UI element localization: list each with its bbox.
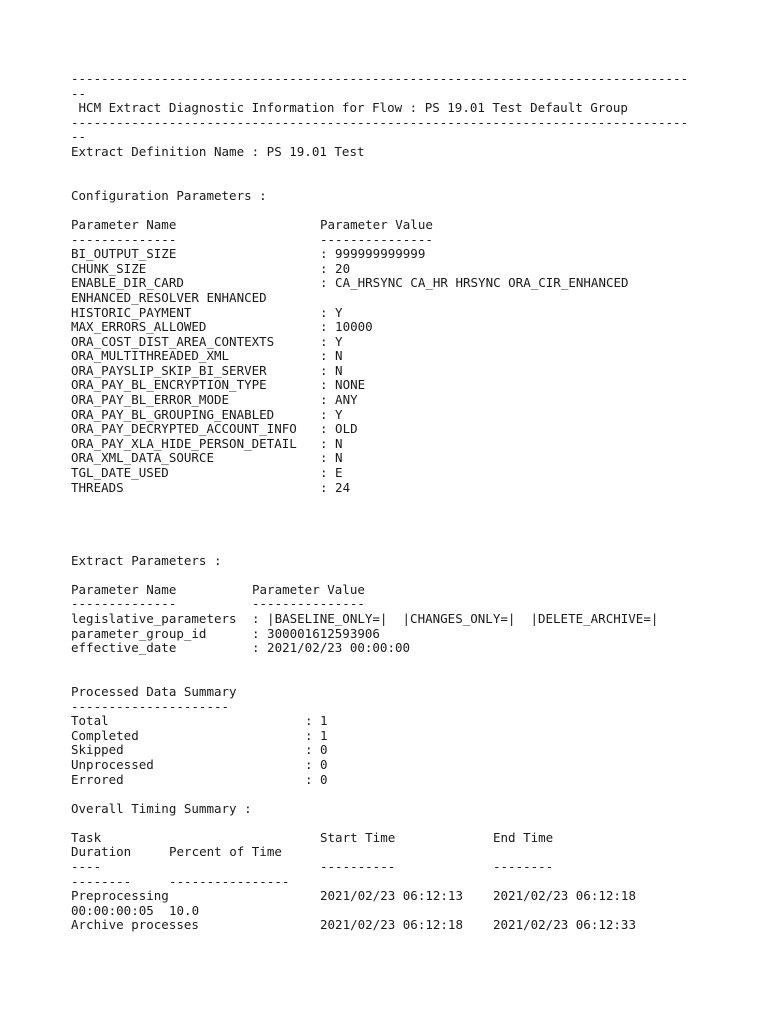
config-param-value: : Y <box>320 304 343 320</box>
header-rule-top-wrap: -- <box>71 85 87 101</box>
config-column-headers <box>71 218 711 233</box>
timing-end: 2021/02/23 06:12:33 <box>493 917 636 933</box>
extract-param-name: effective_date <box>71 640 177 656</box>
config-param-value: : 20 <box>320 260 351 276</box>
config-param-value: : NONE <box>320 377 366 393</box>
config-param-name: ORA_PAYSLIP_SKIP_BI_SERVER <box>71 362 267 378</box>
extract-param-value: : 2021/02/23 00:00:00 <box>252 640 411 656</box>
processed-label: Completed <box>71 727 139 743</box>
config-param-name: TGL_DATE_USED <box>71 465 169 481</box>
processed-row <box>71 743 711 758</box>
config-param-name: ORA_MULTITHREADED_XML <box>71 348 230 364</box>
processed-row <box>71 773 711 788</box>
processed-value: : 0 <box>305 742 328 758</box>
config-param-value: : Y <box>320 406 343 422</box>
config-param-value: : 10000 <box>320 319 373 335</box>
config-param-name: ORA_PAY_XLA_HIDE_PERSON_DETAIL <box>71 435 297 451</box>
timing-percent: 10.0 <box>169 902 200 918</box>
config-col-value-rule: --------------- <box>320 231 433 247</box>
extract-parameter-list <box>71 612 711 656</box>
config-row <box>71 335 711 350</box>
config-row <box>71 466 711 481</box>
header-rule-bottom-wrap: -- <box>71 129 87 145</box>
report-title: HCM Extract Diagnostic Information for Flow : PS 19.01 Test Default Group <box>71 100 628 116</box>
timing-task-list <box>71 889 711 933</box>
config-param-name: ORA_PAY_BL_ERROR_MODE <box>71 392 230 408</box>
extract-col-name-rule: -------------- <box>71 596 177 612</box>
config-param-name: ORA_XML_DATA_SOURCE <box>71 450 214 466</box>
config-param-name: ORA_PAY_BL_GROUPING_ENABLED <box>71 406 275 422</box>
processed-summary-list <box>71 714 711 787</box>
timing-col-task-rule: ---- <box>71 859 102 875</box>
config-row <box>71 451 711 466</box>
timing-row <box>71 918 711 933</box>
processed-value: : 1 <box>305 727 328 743</box>
config-row <box>71 247 711 262</box>
processed-rule: --------------------- <box>71 698 230 714</box>
extract-heading: Extract Parameters : <box>71 552 222 568</box>
config-param-value: : N <box>320 362 343 378</box>
processed-label: Errored <box>71 771 124 787</box>
processed-label: Total <box>71 713 109 729</box>
config-col-value: Parameter Value <box>320 216 433 232</box>
timing-start: 2021/02/23 06:12:13 <box>320 888 463 904</box>
config-row <box>71 291 711 306</box>
processed-row <box>71 729 711 744</box>
extract-param-value: : |BASELINE_ONLY=| |CHANGES_ONLY=| |DELETE_ARCHIVE=| <box>252 610 659 626</box>
processed-label: Unprocessed <box>71 756 154 772</box>
timing-column-headers-wrap <box>71 845 711 860</box>
timing-col-task: Task <box>71 829 102 845</box>
config-col-name: Parameter Name <box>71 216 177 232</box>
timing-col-duration: Duration <box>71 844 132 860</box>
timing-col-duration-rule: -------- <box>71 873 132 889</box>
config-heading: Configuration Parameters : <box>71 187 267 203</box>
config-param-value: : ANY <box>320 392 358 408</box>
processed-row <box>71 714 711 729</box>
config-row <box>71 364 711 379</box>
header-rule-bottom: ---------------------------------------------------------------------------------- <box>71 114 689 130</box>
timing-col-start: Start Time <box>320 829 396 845</box>
timing-row <box>71 889 711 904</box>
timing-col-percent: Percent of Time <box>169 844 282 860</box>
config-param-name: HISTORIC_PAYMENT <box>71 304 192 320</box>
config-param-name: ENHANCED_RESOLVER ENHANCED <box>71 289 267 305</box>
config-row <box>71 320 711 335</box>
extract-row <box>71 641 711 656</box>
config-row <box>71 349 711 364</box>
header-rule-top: ---------------------------------------------------------------------------------- <box>71 71 689 86</box>
config-row <box>71 481 711 496</box>
timing-row-wrap <box>71 904 711 919</box>
config-row <box>71 408 711 423</box>
config-row <box>71 306 711 321</box>
diagnostic-report <box>71 72 711 933</box>
extract-param-value: : 300001612593906 <box>252 625 380 641</box>
extract-row <box>71 612 711 627</box>
timing-column-headers <box>71 831 711 846</box>
config-param-value: : 24 <box>320 479 351 495</box>
config-param-value: : OLD <box>320 421 358 437</box>
config-row <box>71 262 711 277</box>
processed-value: : 1 <box>305 713 328 729</box>
config-param-name: ORA_COST_DIST_AREA_CONTEXTS <box>71 333 275 349</box>
processed-heading: Processed Data Summary <box>71 683 237 699</box>
config-row <box>71 422 711 437</box>
timing-col-percent-rule: ---------------- <box>169 873 290 889</box>
processed-value: : 0 <box>305 756 328 772</box>
config-col-name-rule: -------------- <box>71 231 177 247</box>
config-param-value: : 999999999999 <box>320 246 426 262</box>
extract-col-value-rule: --------------- <box>252 596 365 612</box>
config-parameter-list <box>71 247 711 495</box>
config-param-value: : E <box>320 465 343 481</box>
extract-definition-name: Extract Definition Name : PS 19.01 Test <box>71 143 365 159</box>
config-param-value: : N <box>320 450 343 466</box>
timing-col-end-rule: -------- <box>493 859 554 875</box>
timing-heading: Overall Timing Summary : <box>71 800 252 816</box>
timing-start: 2021/02/23 06:12:18 <box>320 917 463 933</box>
config-param-value: : CA_HRSYNC CA_HR HRSYNC ORA_CIR_ENHANCED <box>320 275 629 291</box>
config-param-name: CHUNK_SIZE <box>71 260 147 276</box>
timing-col-start-rule: ---------- <box>320 859 396 875</box>
config-param-name: MAX_ERRORS_ALLOWED <box>71 319 207 335</box>
processed-row <box>71 758 711 773</box>
timing-duration: 00:00:00:05 <box>71 902 154 918</box>
config-row <box>71 378 711 393</box>
config-param-value: : Y <box>320 333 343 349</box>
timing-task: Preprocessing <box>71 888 169 904</box>
processed-label: Skipped <box>71 742 124 758</box>
timing-end: 2021/02/23 06:12:18 <box>493 888 636 904</box>
extract-col-value: Parameter Value <box>252 581 365 597</box>
config-param-name: THREADS <box>71 479 124 495</box>
timing-column-rules-wrap <box>71 875 711 890</box>
extract-column-rules <box>71 597 711 612</box>
timing-task: Archive processes <box>71 917 199 933</box>
config-param-name: BI_OUTPUT_SIZE <box>71 246 177 262</box>
extract-param-name: legislative_parameters <box>71 610 237 626</box>
config-row <box>71 437 711 452</box>
timing-column-rules <box>71 860 711 875</box>
timing-col-end: End Time <box>493 829 554 845</box>
extract-row <box>71 627 711 642</box>
extract-col-name: Parameter Name <box>71 581 177 597</box>
config-param-name: ORA_PAY_BL_ENCRYPTION_TYPE <box>71 377 267 393</box>
config-param-name: ENABLE_DIR_CARD <box>71 275 184 291</box>
processed-value: : 0 <box>305 771 328 787</box>
config-row <box>71 276 711 291</box>
extract-column-headers <box>71 583 711 598</box>
extract-param-name: parameter_group_id <box>71 625 207 641</box>
config-column-rules <box>71 233 711 248</box>
config-row <box>71 393 711 408</box>
config-param-name: ORA_PAY_DECRYPTED_ACCOUNT_INFO <box>71 421 297 437</box>
config-param-value: : N <box>320 348 343 364</box>
config-param-value: : N <box>320 435 343 451</box>
